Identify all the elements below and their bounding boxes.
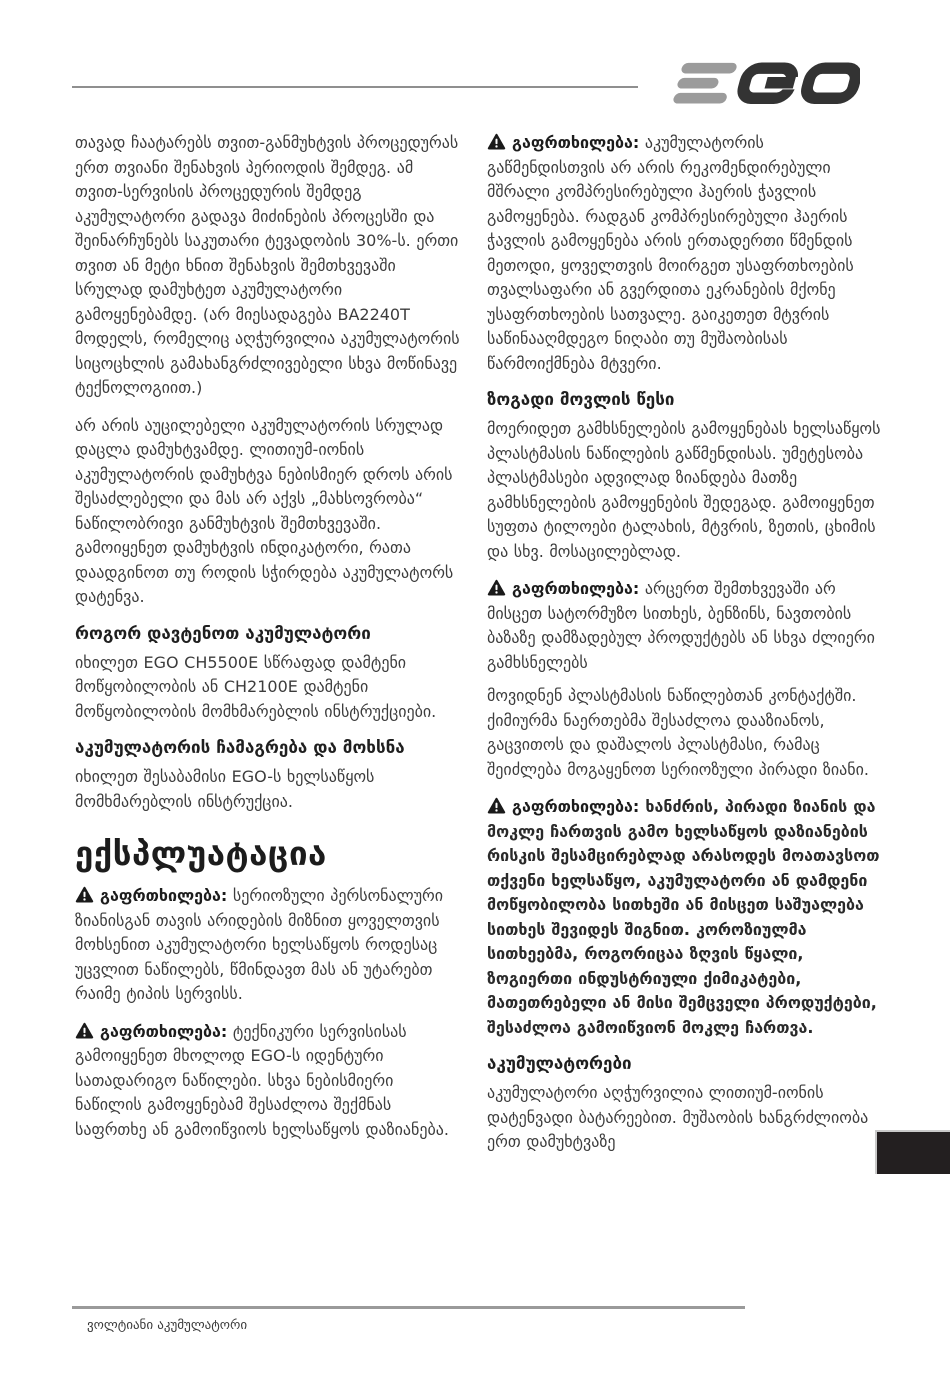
warning-label: გაფრთხილება: [512, 133, 640, 152]
ego-logo-graphic [648, 62, 860, 104]
warning-icon [487, 133, 506, 150]
warning-label: გაფრთხილება: [100, 886, 228, 905]
warning-label: გაფრთხილება: [100, 1021, 228, 1041]
warning-block [75, 884, 465, 1007]
section-title: ექსპლუატაცია [75, 834, 327, 873]
paragraph: თავად ჩაატარებს თვით-განმუხტვის პროცედურას ერთ თვიანი შენახვის პერიოდის შემდეგ. ამ თვით-სერვისის პროცედურის შემდეგ აკუმულატორი გადავა მიძინების პროცესში და შეინარჩუნებს საკუთარი ტევადობის 30%-ს. ერთი თვით ან მეტი ხნით შენახვის შემთხვევაში სრულად დამუხტეთ აკუმულატორი გამოყენებამდე. (არ მიესადაგება BA2240T მოდელს, რომელიც აღჭურვილია აკუმულატორის სიცოცხლის გამახანგრძლივებელი სხვა მოწინავე ტექნოლოგიით.) [75, 133, 460, 397]
warning-text: სერიოზული პერსონალური ზიანისგან თავის არიდების მიზნით ყოველთვის მოხსენით აკუმულატორი ხელსაწყოს როდესაც უცვლით ნაწილებს, წმინდავთ მას ან უტარებთ რაიმე ტიპის სერვისს. [75, 886, 444, 1003]
warning-block [487, 131, 885, 376]
warning-label: გაფრთხილება: [512, 579, 640, 598]
warning-text: აკუმულატორის გაწმენდისთვის არ არის რეკომენდირებული მშრალი კომპრესირებული ჰაერის ჭავლის გამოყენება. რადგან კომპრესირებული ჰაერის ჭავლის გამოყენება არის ერთადერთი წმენდის მეთოდი, ყოველთვის მოირგეთ უსაფრთხოების თვალსაფარი ან გვერდითა ეკრანების მქონე უსაფრთხოების სათვალე. გაიკეთეთ მტვრის საწინააღმდეგო ნიღაბი თუ მუშაობისას წარმოიქმნება მტვერი. [487, 133, 854, 373]
header-rule [72, 86, 638, 88]
warning-icon [75, 886, 94, 903]
paragraph: იხილეთ EGO CH5500E სწრაფად დამტენი მოწყობილობის ან CH2100E დამტენი მოწყობილობის მომხმარებლის ინსტრუქციები. [75, 652, 437, 721]
warning-text: ტექნიკური სერვისისას გამოიყენეთ მხოლოდ EGO-ს იდენტური სათადარიგო ნაწილები. სხვა ნებისმიერი ნაწილის გამოყენებამ შესაძლოა შექმნას საფრთხე ან გამოიწვიოს ხელსაწყოს დაზიანება. [75, 1021, 449, 1139]
warning-icon [75, 1022, 94, 1039]
warning-block [487, 577, 885, 782]
subsection-heading: აკუმულატორის ჩამაგრება და მოხსნა [75, 738, 405, 758]
paragraph: მოერიდეთ გამხსნელების გამოყენებას ხელსაწყოს პლასტმასის ნაწილების გაწმენდისას. უმეტესობა პლასტმასები ადვილად ზიანდება მათზე გამხსნელების გამოყენების შედეგად. გამოიყენეთ სუფთა ტილოები ტალახის, მტვრის, ზეთის, ცხიმის და სხვ. მოსაცილებლად. [487, 419, 881, 561]
warning-block [487, 795, 885, 1040]
subsection-heading: აკუმულატორები [487, 1054, 632, 1074]
warning-text: არცერთ შემთხვევაში არ მისცეთ სატორმუზო სითხეს, ბენზინს, ნავთობის ბაზაზე დამზადებულ პროდუქტებს ან სხვა ძლიერი გამხსნელებს [487, 579, 875, 672]
column-right [487, 131, 885, 1168]
warning-text-continued: მოვიდნენ პლასტმასის ნაწილებთან კონტაქტში. ქიმიურმა ნაერთებმა შესაძლოა დააზიანოს, გაცვითოს და დაშალოს პლასტმასი, რამაც შეიძლება მოგაყენოთ სერიოზული პირადი ზიანი. [487, 686, 869, 779]
page-index-tab [875, 1130, 950, 1174]
warning-icon [487, 579, 506, 596]
ego-logo [648, 62, 860, 110]
footer-rule [72, 1306, 745, 1309]
paragraph: არ არის აუცილებელი აკუმულატორის სრულად დაცლა დამუხტვამდე. ლითიუმ-იონის აკუმულატორის დამუხტვა ნებისმიერ დროს არის შესაძლებელი და მას არ აქვს „მახსოვრობა“ ნაწილობრივი განმუხტვის შემთხვევაში. გამოიყენეთ დამუხტვის ინდიკატორი, რათა დაადგინოთ თუ როდის სჭირდება აკუმულატორს დატენვა. [75, 415, 454, 606]
warning-block [75, 1020, 465, 1143]
warning-label: გაფრთხილება: [512, 797, 640, 816]
subsection-heading: როგორ დავტენოთ აკუმულატორი [75, 623, 371, 644]
warning-icon [487, 797, 506, 814]
subsection-heading: ზოგადი მოვლის წესი [487, 390, 675, 410]
column-left [75, 131, 465, 1155]
warning-text: ხანძრის, პირადი ზიანის და მოკლე ჩართვის გამო ხელსაწყოს დაზიანების რისკის შესამცირებლად არასოდეს მოათავსოთ თქვენი ხელსაწყო, აკუმულატორი ან დამდენი მოწყობილობა სითხეში ან მისცეთ საშუალება სითხეს შევიდეს შიგნით. კოროზიულმა სითხეებმა, როგორიცაა ზღვის წყალი, ზოგიერთი ინდუსტრიული ქიმიკატები, მათეთრებელი ან მისი შემცველი პროდუქტები, შესაძლოა გამოიწვიონ მოკლე ჩართვა. [487, 797, 880, 1037]
footer-text: ვოლტიანი აკუმულატორი [87, 1318, 248, 1333]
paragraph: იხილეთ შესაბამისი EGO-ს ხელსაწყოს მომხმარებლის ინსტრუქცია. [75, 767, 375, 811]
paragraph: აკუმულატორი აღჭურვილია ლითიუმ-იონის დატენვადი ბატარეებით. მუშაობის ხანგრძლიობა ერთ დამუხტვაზე [487, 1083, 869, 1151]
